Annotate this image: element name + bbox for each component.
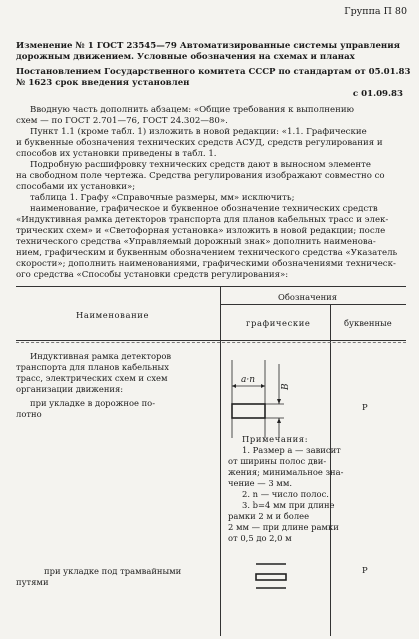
dim-b-arrow-top [277,399,281,404]
header-line-2: дорожным движением. Условные обозначения на схемах и планах [16,52,355,62]
note-line-8: 2 мм — при длине рамки [228,522,339,532]
row2-letter: P [362,565,368,575]
header-line-3: Постановлением Государственного комитета СССР по стандартам от 05.01.83 [16,67,411,77]
dim-a-label: a·n [240,375,256,385]
body-line-15: скорости»; дополнить наименованиями, графическими обозначениями техническ- [16,259,396,269]
header-date: с 01.09.83 [352,89,403,99]
table-subheader-border [220,304,406,305]
dim-a-arrow-right [261,384,265,388]
row1-name-line-3: трасс, электрических схем и схем [16,373,168,383]
body-line-16: ого средства «Способы установки средств регулирования»: [16,270,289,280]
dim-b-label: B [281,383,291,390]
note-line-6: 3. b=4 мм при длине [242,500,335,510]
row1-sub-line-1: при укладке в дорожное по- [30,398,156,408]
note-line-9: от 0,5 до 2,0 м [228,533,292,543]
body-line-13: технического средства «Управляемый дорожный знак» дополнить наименова- [16,237,376,247]
notes-title: Примечания: [242,434,309,444]
body-line-8: способами их установки»; [16,182,136,192]
table-header-designation: Обозначения [278,292,338,302]
row1-name-line-2: транспорта для планов кабельных [16,362,169,372]
body-line-10: наименование, графическое и буквенное обозначение технических средств [30,204,378,214]
note-line-1: 1. Размер a — зависит [242,445,341,455]
body-line-7: на свободном поле чертежа. Средства регулирования изображают совместно со [16,171,385,181]
note-line-2: от ширины полос дви- [228,456,327,466]
header-line-4: № 1623 срок введения установлен [16,78,190,88]
table-header-bottom-border [16,340,406,341]
table-top-border [16,286,406,287]
tram-loop-symbol [252,562,292,590]
body-line-12: трических схем» и «Светофорная установка» изложить в новой редакции; после [16,226,386,236]
body-line-6: Подробную расшифровку технических средств дают в выносном элементе [30,160,371,170]
note-line-4: чение — 3 мм. [228,478,292,488]
body-line-4: и буквенные обозначения технических средств АСУД, средств регулирования и [16,138,383,148]
row1-letter: P [362,402,368,412]
table-header-rule [16,342,406,343]
body-line-5: способов их установки приведены в табл. 1. [16,149,217,159]
note-line-7: рамки 2 м и более [228,511,310,521]
note-line-3: жения; минимальное зна- [228,467,344,477]
body-line-9: таблица 1. Графу «Справочные размеры, мм» исключить; [30,193,295,203]
row2-sub-line-1: при укладке под трамвайными [44,566,182,576]
table-col-divider-1 [220,286,221,636]
row1-name-line-4: организации движения: [16,384,124,394]
loop-rectangle [232,404,265,418]
dim-a-arrow-left [232,384,236,388]
group-code: Группа П 80 [344,6,407,17]
dim-b-arrow-bottom [277,418,281,423]
body-line-14: нием, графическим и буквенным обозначением технического средства «Указатель [16,248,398,258]
tram-loop-rectangle [256,574,286,580]
body-line-1: Вводную часть дополнить абзацем: «Общие требования к выполнению [30,105,355,115]
body-line-3: Пункт 1.1 (кроме табл. 1) изложить в новой редакции: «1.1. Графические [30,127,367,137]
inductive-loop-symbol [226,352,330,442]
table-header-name: Наименование [76,310,150,320]
row1-sub-line-2: лотно [16,409,42,419]
table-header-graphic: графические [246,318,311,328]
table-header-letter: буквенные [344,318,392,328]
note-line-5: 2. n — число полос. [242,489,329,499]
row2-sub-line-2: путями [16,577,49,587]
body-line-2: схем — по ГОСТ 2.701—76, ГОСТ 24.302—80». [16,116,228,126]
body-line-11: «Индуктивная рамка детекторов транспорта для планов кабельных трасс и элек- [16,215,389,225]
row1-name-line-1: Индуктивная рамка детекторов [30,351,172,361]
header-line-1: Изменение № 1 ГОСТ 23545—79 Автоматизированные системы управления [16,41,400,51]
